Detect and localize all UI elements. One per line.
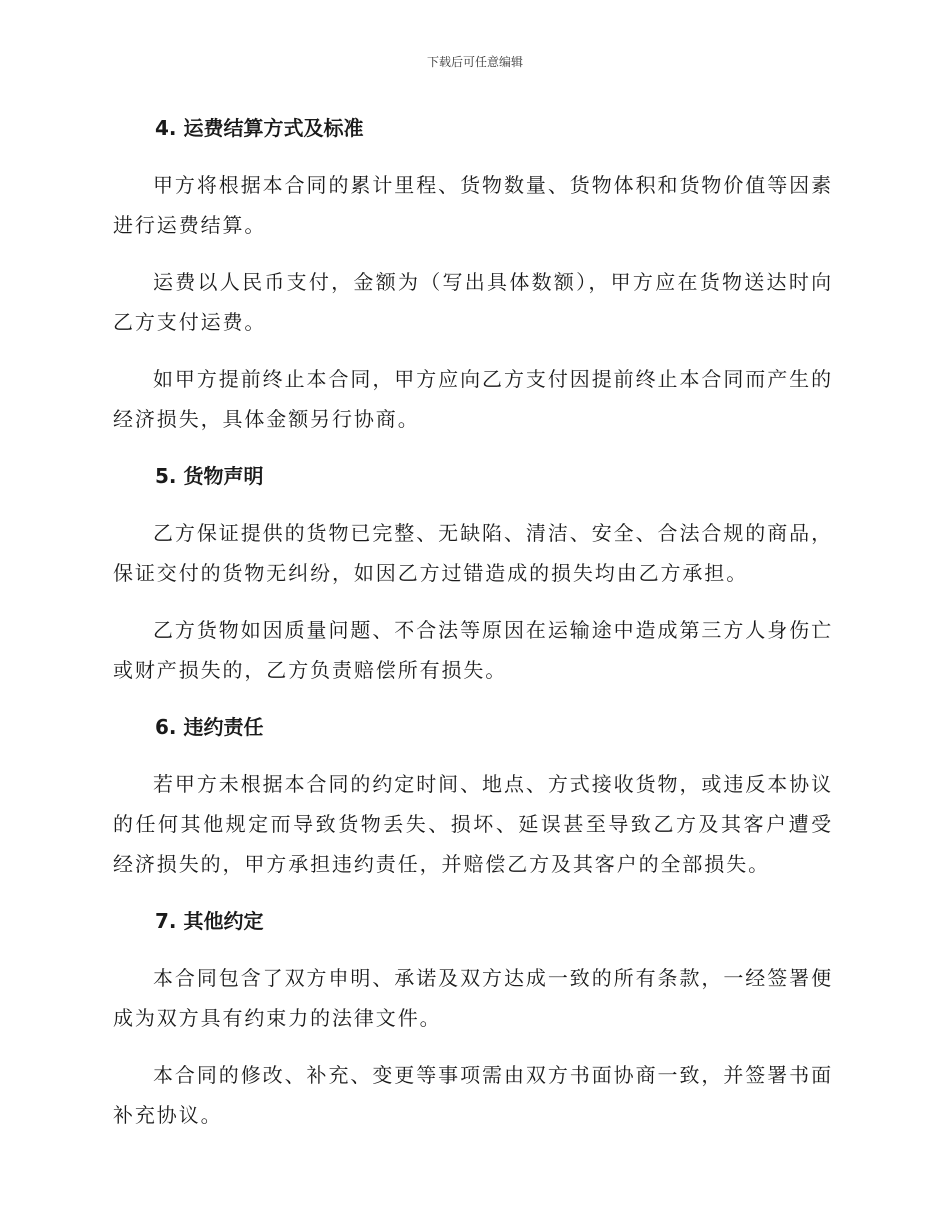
section-other-terms [113,901,833,1135]
section-heading: 7. 其他约定 [155,909,264,933]
paragraph: 乙方保证提供的货物已完整、无缺陷、清洁、安全、合法合规的商品，保证交付的货物无纠纷，如因乙方过错造成的损失均由乙方承担。 [113,521,833,585]
paragraph: 如甲方提前终止本合同，甲方应向乙方支付因提前终止本合同而产生的经济损失，具体金额另行协商。 [113,367,833,431]
paragraph: 若甲方未根据本合同的约定时间、地点、方式接收货物，或违反本协议的任何其他规定而导致货物丢失、损坏、延误甚至导致乙方及其客户遭受经济损失的，甲方承担违约责任，并赔偿乙方及其客户的全部损失。 [113,772,833,876]
paragraph: 甲方将根据本合同的累计里程、货物数量、货物体积和货物价值等因素进行运费结算。 [113,173,833,237]
paragraph: 乙方货物如因质量问题、不合法等原因在运输途中造成第三方人身伤亡或财产损失的，乙方负责赔偿所有损失。 [113,618,833,682]
paragraph: 本合同包含了双方申明、承诺及双方达成一致的所有条款，一经签署便成为双方具有约束力的法律文件。 [113,966,833,1030]
section-heading: 4. 运费结算方式及标准 [155,116,364,140]
paragraph: 本合同的修改、补充、变更等事项需由双方书面协商一致，并签署书面补充协议。 [113,1063,833,1127]
section-breach-liability [113,707,833,884]
section-heading: 5. 货物声明 [155,464,264,488]
section-freight-settlement [113,108,833,439]
section-goods-declaration [113,456,833,690]
document-body [113,108,833,1152]
section-heading: 6. 违约责任 [155,715,264,739]
page-header: 下载后可任意编辑 [426,55,523,69]
paragraph: 运费以人民币支付，金额为（写出具体数额），甲方应在货物送达时向乙方支付运费。 [113,270,833,334]
